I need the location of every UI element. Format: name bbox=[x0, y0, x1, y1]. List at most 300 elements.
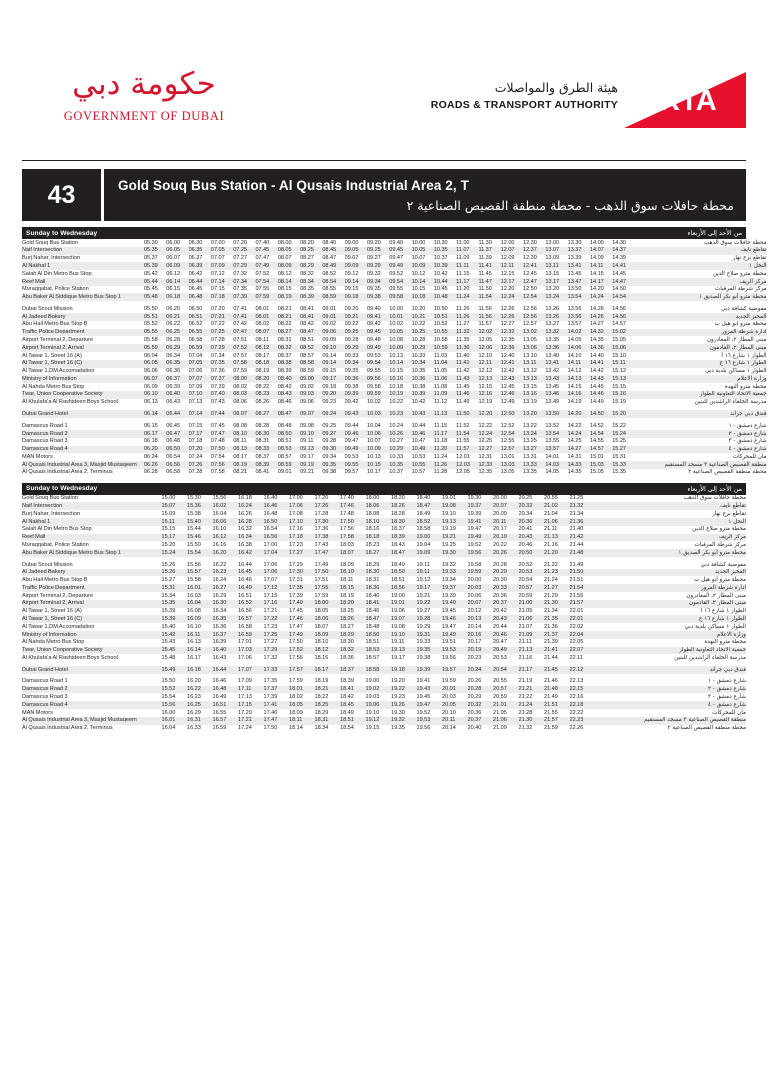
departure-time: 11.17 bbox=[456, 278, 478, 286]
departure-time: 15.15 bbox=[161, 526, 176, 533]
table-row bbox=[22, 255, 767, 263]
departure-time: 06.50 bbox=[166, 446, 188, 454]
departure-time: 06.00 bbox=[166, 239, 181, 246]
stop-name-english: Naif Intersection bbox=[22, 247, 144, 255]
departure-time: 18.56 bbox=[391, 584, 417, 592]
departure-time: 07.05 bbox=[189, 360, 211, 368]
departure-time: 16.42 bbox=[238, 549, 264, 557]
departure-time: 06.07 bbox=[144, 375, 166, 383]
departure-time: 19.38 bbox=[416, 654, 431, 661]
departure-time: 09.28 bbox=[344, 336, 359, 343]
departure-time: 18.37 bbox=[340, 666, 366, 674]
departure-time: 08.58 bbox=[300, 360, 322, 368]
stop-name-english: Salah Al Din Metro Bus Stop bbox=[22, 526, 92, 533]
departure-time: 11.04 bbox=[434, 360, 456, 368]
departure-time: 10.57 bbox=[411, 469, 426, 476]
departure-time: 07.15 bbox=[210, 286, 225, 293]
departure-time: 11.26 bbox=[456, 305, 470, 312]
departure-time: 13.09 bbox=[545, 255, 560, 262]
departure-time: 15.06 bbox=[612, 344, 634, 352]
stop-name-arabic: تقاطع نايف bbox=[595, 502, 746, 510]
departure-time: 17.32 bbox=[263, 654, 278, 661]
departure-time: 19.34 bbox=[442, 577, 456, 584]
departure-time: 12.45 bbox=[500, 383, 515, 390]
departure-time: 21.19 bbox=[518, 678, 533, 685]
departure-time: 17.46 bbox=[340, 502, 366, 510]
departure-time: 19.12 bbox=[366, 717, 392, 725]
departure-time: 21.07 bbox=[518, 623, 533, 630]
departure-time: 15.38 bbox=[187, 510, 201, 517]
departure-time: 19.47 bbox=[417, 701, 443, 709]
departure-time: 08.32 bbox=[300, 270, 314, 277]
departure-time: 14.16 bbox=[568, 391, 590, 399]
stop-name-arabic: محطة مترو أبو هيل ب bbox=[694, 577, 746, 584]
departure-time: 12.33 bbox=[478, 461, 500, 469]
departure-time: 21.06 bbox=[493, 717, 519, 725]
departure-time: 12.54 bbox=[523, 293, 545, 301]
departure-time: 21.16 bbox=[544, 541, 558, 548]
departure-time: 09.49 bbox=[345, 446, 367, 454]
departure-time: 14.05 bbox=[567, 336, 582, 343]
departure-time: 13.10 bbox=[523, 352, 537, 359]
departure-time: 17.50 bbox=[340, 518, 366, 526]
departure-time: 14.26 bbox=[589, 305, 604, 312]
departure-time: 07.26 bbox=[189, 461, 211, 469]
departure-time: 07.05 bbox=[211, 247, 233, 255]
departure-time: 21.54 bbox=[570, 584, 596, 592]
stop-name-arabic: محطة مترو أبو هيل ب bbox=[714, 321, 767, 328]
departure-time: 15.20 bbox=[612, 410, 634, 418]
rta-branding bbox=[416, 72, 746, 142]
departure-time: 20.57 bbox=[519, 584, 545, 592]
departure-time: 16.10 bbox=[212, 526, 227, 533]
departure-time: 16.22 bbox=[212, 561, 227, 568]
departure-time: 19.25 bbox=[442, 541, 456, 548]
departure-time: 06.20 bbox=[144, 446, 166, 454]
departure-time: 10.34 bbox=[412, 360, 434, 368]
departure-time: 13.11 bbox=[545, 262, 567, 270]
departure-time: 21.36 bbox=[544, 623, 558, 630]
departure-time: 20.41 bbox=[518, 526, 533, 533]
departure-time: 08.25 bbox=[300, 247, 322, 255]
stop-name-arabic: محطة مترو أبو بكر الصديق ١ bbox=[595, 549, 746, 557]
stop-name-english: Al Qusais Industrial Area 2, Terminus bbox=[22, 469, 113, 476]
departure-time: 09.38 bbox=[344, 383, 359, 390]
departure-time: 07.07 bbox=[189, 375, 211, 383]
departure-time: 09.47 bbox=[389, 255, 404, 262]
departure-time: 09.42 bbox=[344, 399, 359, 406]
departure-time: 18.36 bbox=[366, 584, 392, 592]
departure-time: 06.59 bbox=[189, 344, 211, 352]
departure-time: 14.39 bbox=[612, 255, 626, 262]
departure-time: 17.58 bbox=[340, 534, 366, 542]
departure-time: 17.35 bbox=[289, 584, 315, 592]
departure-time: 19.09 bbox=[417, 549, 443, 557]
stop-name-arabic: محطة مترو أبو بكر الصديق ١ bbox=[635, 293, 767, 301]
departure-time: 07.25 bbox=[233, 247, 255, 255]
departure-time: 06.22 bbox=[166, 321, 181, 328]
departure-time: 14.15 bbox=[567, 383, 582, 390]
departure-time: 12.22 bbox=[478, 422, 493, 429]
departure-time: 14.45 bbox=[612, 270, 626, 277]
departure-time: 08.18 bbox=[255, 360, 277, 368]
stop-name-english: Salah Al Din Metro Bus Stop bbox=[22, 270, 92, 277]
route-title-bar bbox=[22, 169, 746, 221]
departure-time: 07.06 bbox=[188, 368, 203, 375]
departure-time: 22.11 bbox=[569, 654, 583, 661]
departure-time: 21.09 bbox=[519, 631, 545, 639]
departure-time: 19.52 bbox=[416, 709, 431, 716]
departure-time: 21.02 bbox=[544, 502, 570, 510]
departure-time: 16.46 bbox=[264, 502, 290, 510]
departure-time: 16.20 bbox=[187, 678, 201, 685]
departure-time: 16.01 bbox=[187, 584, 213, 592]
table-row bbox=[22, 502, 746, 510]
departure-time: 09.52 bbox=[389, 270, 404, 277]
departure-time: 17.18 bbox=[289, 534, 315, 542]
departure-time: 16.45 bbox=[238, 569, 264, 577]
departure-time: 06.15 bbox=[144, 422, 158, 429]
departure-time: 17.23 bbox=[289, 541, 303, 548]
stop-name-arabic: الطوار ١ شارع ١٦ ج bbox=[635, 360, 767, 368]
departure-time: 07.39 bbox=[233, 293, 255, 301]
departure-time: 11.42 bbox=[456, 368, 470, 375]
departure-time: 14.01 bbox=[545, 453, 560, 460]
departure-time: 21.40 bbox=[569, 526, 584, 533]
departure-time: 05.58 bbox=[144, 336, 158, 343]
departure-time: 20.59 bbox=[493, 694, 507, 700]
departure-time: 08.19 bbox=[278, 293, 300, 301]
stop-name-english: Al Jadeed Bakery bbox=[22, 569, 162, 577]
departure-time: 16.31 bbox=[187, 717, 213, 725]
route-name-english: Gold Souq Bus Station - Al Qusais Industrial Area 2, T bbox=[118, 177, 469, 193]
table-row bbox=[22, 592, 746, 600]
departure-time: 07.14 bbox=[189, 410, 211, 418]
stop-name-arabic: مفوضية كشافة دبي bbox=[700, 561, 746, 568]
departure-time: 14.26 bbox=[590, 313, 612, 321]
departure-time: 11.50 bbox=[478, 286, 492, 293]
departure-time: 05.45 bbox=[144, 286, 158, 293]
departure-time: 19.28 bbox=[417, 615, 443, 623]
departure-time: 08.00 bbox=[277, 239, 292, 246]
departure-time: 12.46 bbox=[501, 391, 523, 399]
departure-time: 15.57 bbox=[187, 569, 213, 577]
departure-time: 07.54 bbox=[210, 453, 225, 460]
departure-time: 13.07 bbox=[545, 247, 567, 255]
departure-time: 08.20 bbox=[255, 375, 277, 383]
departure-time: 09.35 bbox=[322, 461, 344, 469]
departure-time: 17.48 bbox=[340, 510, 354, 517]
departure-time: 12.32 bbox=[501, 329, 523, 337]
stop-name-english: Al Tawar 1,DM Accomadation bbox=[22, 623, 95, 630]
departure-time: 18.50 bbox=[366, 631, 392, 639]
departure-time: 13.43 bbox=[545, 375, 567, 383]
departure-time: 18.01 bbox=[289, 686, 315, 694]
table-row bbox=[22, 391, 767, 399]
departure-time: 13.35 bbox=[523, 469, 537, 476]
departure-time: 15.07 bbox=[162, 502, 188, 510]
departure-time: 05.42 bbox=[144, 270, 158, 277]
departure-time: 09.05 bbox=[345, 247, 367, 255]
departure-time: 18.18 bbox=[366, 534, 392, 542]
departure-time: 19.10 bbox=[391, 631, 417, 639]
departure-time: 16.25 bbox=[187, 701, 213, 709]
departure-time: 19.04 bbox=[416, 541, 431, 548]
departure-time: 18.17 bbox=[315, 666, 341, 674]
departure-time: 07.35 bbox=[211, 360, 233, 368]
stop-name-english: Al Tawar 1,DM Accomadation bbox=[22, 368, 95, 375]
table-row bbox=[22, 666, 746, 674]
departure-time: 14.41 bbox=[612, 262, 634, 270]
departure-time: 13.31 bbox=[523, 453, 537, 460]
stop-name-english: Twar, Union Cooperative Society bbox=[22, 391, 144, 399]
stop-name-arabic: شارع دمشق - ١ bbox=[728, 422, 767, 429]
stop-name-english: Damascus Road 4 bbox=[22, 701, 162, 709]
departure-time: 13.16 bbox=[523, 391, 545, 399]
departure-time: 16.06 bbox=[213, 518, 239, 526]
departure-time: 15.40 bbox=[161, 623, 176, 630]
departure-time: 05.55 bbox=[144, 329, 166, 337]
svg-text:RTA: RTA bbox=[659, 85, 717, 117]
departure-time: 10.49 bbox=[412, 446, 434, 454]
departure-time: 16.49 bbox=[238, 584, 264, 592]
departure-time: 19.37 bbox=[468, 502, 494, 510]
departure-time: 20.29 bbox=[467, 694, 482, 700]
departure-time: 13.41 bbox=[568, 262, 590, 270]
departure-time: 09.06 bbox=[322, 329, 344, 337]
departure-time: 08.40 bbox=[322, 239, 337, 246]
departure-time: 09.18 bbox=[322, 383, 337, 390]
departure-time: 16.56 bbox=[264, 534, 290, 542]
departure-time: 20.36 bbox=[519, 518, 545, 526]
departure-time: 21.50 bbox=[570, 569, 596, 577]
departure-time: 12.50 bbox=[501, 410, 523, 418]
table-row bbox=[22, 336, 767, 344]
departure-time: 09.15 bbox=[344, 286, 359, 293]
departure-time: 16.50 bbox=[264, 518, 290, 526]
stop-name-english: Al Nakhal 1 bbox=[22, 518, 162, 526]
departure-time: 11.50 bbox=[456, 410, 478, 418]
route-name-block bbox=[104, 169, 746, 221]
departure-time: 06.35 bbox=[189, 247, 211, 255]
stop-name-arabic: المخبز الجديد bbox=[635, 313, 767, 321]
stop-name-english: Damascus Road 2 bbox=[22, 430, 144, 438]
departure-time: 21.24 bbox=[519, 701, 545, 709]
departure-time: 15.46 bbox=[187, 534, 213, 542]
departure-time: 21.32 bbox=[518, 725, 533, 732]
departure-time: 21.23 bbox=[544, 569, 570, 577]
departure-time: 16.56 bbox=[238, 608, 252, 615]
departure-time: 16.30 bbox=[213, 600, 239, 608]
departure-time: 15.24 bbox=[612, 430, 634, 438]
departure-time: 20.03 bbox=[442, 694, 456, 700]
departure-time: 07.52 bbox=[255, 270, 270, 277]
departure-time: 19.01 bbox=[391, 600, 417, 608]
departure-time: 09.25 bbox=[345, 329, 367, 337]
departure-time: 20.14 bbox=[467, 623, 482, 630]
departure-time: 10.42 bbox=[411, 399, 426, 406]
stop-name-english: MAN Motors bbox=[22, 709, 53, 716]
departure-time: 06.25 bbox=[166, 329, 188, 337]
rta-name-arabic: هيئة الطرق والمواصلات bbox=[494, 80, 618, 95]
departure-time: 17.57 bbox=[289, 666, 315, 674]
departure-time: 11.57 bbox=[456, 446, 478, 454]
stop-name-english: Al Tawar 1, Street 16 (C) bbox=[22, 615, 162, 623]
table-row bbox=[22, 654, 746, 662]
departure-time: 13.40 bbox=[545, 352, 560, 359]
departure-time: 21.59 bbox=[544, 725, 558, 732]
departure-time: 16.44 bbox=[213, 666, 239, 674]
departure-time: 18.31 bbox=[315, 717, 341, 725]
departure-time: 06.14 bbox=[144, 410, 166, 418]
departure-time: 16.08 bbox=[187, 608, 201, 615]
departure-time: 18.49 bbox=[391, 561, 405, 568]
departure-time: 17.23 bbox=[263, 623, 278, 630]
departure-time: 07.45 bbox=[255, 247, 277, 255]
departure-time: 09.07 bbox=[344, 255, 359, 262]
departure-time: 11.55 bbox=[456, 438, 470, 445]
departure-time: 19.30 bbox=[467, 495, 482, 502]
departure-time: 08.51 bbox=[300, 336, 314, 343]
departure-time: 17.50 bbox=[263, 725, 278, 732]
departure-time: 14.20 bbox=[568, 410, 590, 418]
departure-time: 18.05 bbox=[289, 701, 315, 709]
departure-time: 18.26 bbox=[340, 615, 366, 623]
departure-time: 08.42 bbox=[277, 383, 292, 390]
departure-time: 10.08 bbox=[389, 336, 404, 343]
departure-time: 18.14 bbox=[289, 725, 303, 732]
departure-time: 09.53 bbox=[344, 453, 359, 460]
departure-time: 20.22 bbox=[493, 541, 507, 548]
departure-time: 10.16 bbox=[389, 375, 411, 383]
departure-time: 15.30 bbox=[187, 495, 201, 502]
departure-time: 12.36 bbox=[501, 344, 523, 352]
departure-time: 13.03 bbox=[501, 461, 523, 469]
departure-time: 06.20 bbox=[166, 305, 181, 312]
departure-time: 09.45 bbox=[367, 329, 389, 337]
government-of-dubai-logo bbox=[44, 64, 244, 124]
departure-time: 17.33 bbox=[264, 666, 290, 674]
departure-time: 17.26 bbox=[315, 502, 341, 510]
departure-time: 11.26 bbox=[434, 461, 456, 469]
departure-time: 11.20 bbox=[434, 446, 456, 454]
departure-time: 17.51 bbox=[314, 577, 329, 584]
departure-time: 07.44 bbox=[211, 410, 233, 418]
stop-name-english: Al Tawar 1, Street 16 (A) bbox=[22, 352, 82, 359]
departure-time: 17.40 bbox=[289, 600, 315, 608]
departure-time: 08.45 bbox=[322, 247, 344, 255]
departure-time: 07.27 bbox=[233, 255, 247, 262]
departure-time: 19.00 bbox=[417, 534, 443, 542]
departure-time: 16.34 bbox=[238, 534, 264, 542]
departure-time: 20.28 bbox=[493, 561, 507, 568]
departure-time: 09.49 bbox=[389, 262, 411, 270]
departure-time: 17.15 bbox=[238, 701, 264, 709]
departure-time: 06.56 bbox=[166, 461, 188, 469]
stop-name-arabic: محطة منطقة القصيص الصناعية ٢ bbox=[688, 469, 767, 476]
departure-time: 09.02 bbox=[300, 383, 314, 390]
stop-name-english: Reef Mall bbox=[22, 534, 162, 542]
departure-time: 09.01 bbox=[322, 313, 344, 321]
departure-time: 14.57 bbox=[590, 446, 612, 454]
departure-time: 14.50 bbox=[612, 286, 626, 293]
departure-time: 20.50 bbox=[519, 549, 545, 557]
stop-name-english: Naif Intersection bbox=[22, 502, 162, 510]
departure-time: 13.57 bbox=[567, 321, 582, 328]
departure-time: 21.51 bbox=[544, 701, 570, 709]
stop-name-english: Dubai Grand Hotel bbox=[22, 410, 144, 418]
stop-name-english: Muraqqabat, Police Station bbox=[22, 541, 89, 548]
departure-time: 13.20 bbox=[545, 286, 560, 293]
departure-time: 09.14 bbox=[322, 360, 344, 368]
departure-time: 19.10 bbox=[442, 510, 456, 517]
stop-name-arabic: شارع دمشق - ٣ bbox=[728, 438, 767, 445]
departure-time: 20.44 bbox=[493, 623, 507, 630]
departure-time: 20.43 bbox=[519, 534, 545, 542]
departure-time: 20.00 bbox=[493, 495, 507, 502]
departure-time: 07.22 bbox=[210, 321, 225, 328]
departure-time: 10.25 bbox=[412, 329, 434, 337]
departure-time: 07.39 bbox=[210, 383, 225, 390]
departure-time: 20.54 bbox=[493, 666, 519, 674]
departure-time: 16.02 bbox=[213, 502, 239, 510]
table-row bbox=[22, 693, 746, 701]
departure-time: 21.16 bbox=[518, 654, 533, 661]
departure-time: 11.07 bbox=[456, 247, 478, 255]
departure-time: 15.52 bbox=[162, 686, 188, 694]
departure-time: 14.57 bbox=[612, 321, 626, 328]
departure-time: 11.40 bbox=[456, 352, 470, 359]
departure-time: 21.27 bbox=[544, 584, 570, 592]
departure-time: 13.35 bbox=[545, 336, 560, 343]
departure-time: 16.46 bbox=[212, 678, 227, 685]
table-row bbox=[22, 569, 746, 577]
departure-time: 18.57 bbox=[365, 654, 380, 661]
departure-time: 19.56 bbox=[468, 549, 494, 557]
departure-time: 11.12 bbox=[433, 399, 448, 406]
departure-time: 15.03 bbox=[590, 461, 612, 469]
departure-time: 10.52 bbox=[433, 321, 448, 328]
day-range-arabic: من الأحد إلى الأربعاء bbox=[687, 484, 742, 493]
departure-time: 09.27 bbox=[366, 255, 381, 262]
table-row bbox=[22, 239, 767, 247]
table-row bbox=[22, 344, 767, 352]
stop-name-arabic: مبنى المطار ٢، القادمون bbox=[635, 344, 767, 352]
departure-time: 14.25 bbox=[567, 438, 582, 445]
departure-time: 14.33 bbox=[568, 461, 590, 469]
departure-time: 17.49 bbox=[314, 561, 329, 568]
departure-time: 15.25 bbox=[612, 438, 626, 445]
departure-time: 17.30 bbox=[289, 569, 315, 577]
departure-time: 10.22 bbox=[389, 399, 404, 406]
departure-time: 15.11 bbox=[162, 518, 188, 526]
table-row bbox=[22, 278, 767, 286]
departure-time: 09.45 bbox=[389, 247, 411, 255]
departure-time: 13.56 bbox=[568, 313, 590, 321]
departure-time: 22.01 bbox=[569, 608, 584, 615]
departure-time: 12.54 bbox=[501, 430, 523, 438]
departure-time: 18.12 bbox=[315, 647, 341, 655]
day-range-english: Sunday to Wednesday bbox=[26, 229, 98, 237]
departure-time: 10.18 bbox=[389, 383, 404, 390]
departure-time: 08.48 bbox=[277, 422, 292, 429]
stop-name-arabic: فندق دبي جراند bbox=[635, 410, 767, 418]
departure-time: 20.30 bbox=[493, 577, 507, 584]
departure-time: 15.50 bbox=[187, 541, 201, 548]
stop-name-arabic: شارع دمشق - ٤ bbox=[595, 701, 746, 709]
departure-time: 15.35 bbox=[162, 600, 188, 608]
departure-time: 08.33 bbox=[255, 446, 277, 454]
